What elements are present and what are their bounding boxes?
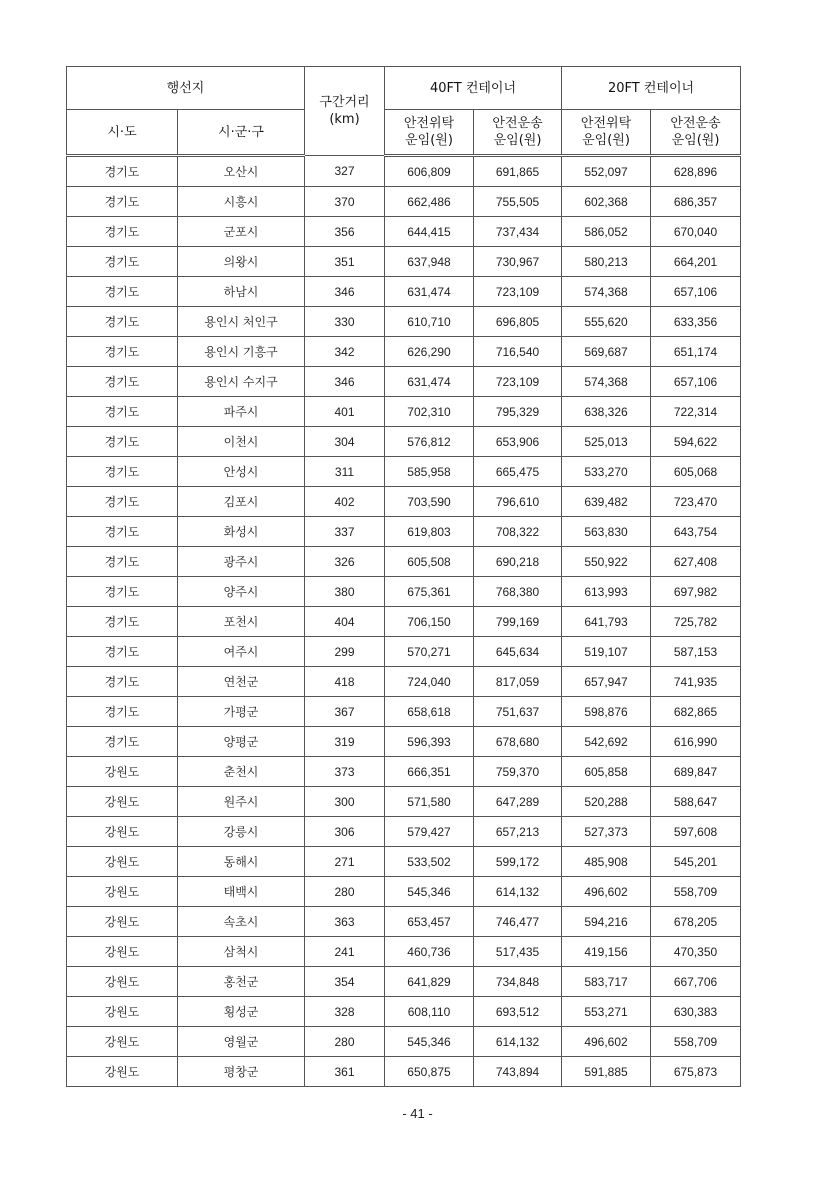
consign-20ft-cell: 520,288 [562, 787, 651, 817]
table-row [67, 817, 741, 847]
consign-20ft-cell: 525,013 [562, 427, 651, 457]
city-cell: 안성시 [178, 457, 305, 487]
distance-cell: 271 [305, 847, 385, 877]
transport-40ft-cell: 678,680 [474, 727, 562, 757]
city-cell: 춘천시 [178, 757, 305, 787]
distance-cell: 326 [305, 547, 385, 577]
consign-20ft-cell: 641,793 [562, 607, 651, 637]
transport-rate-20ft-label: 안전운송 [670, 116, 721, 131]
city-cell: 평창군 [178, 1057, 305, 1087]
city-cell: 영월군 [178, 1027, 305, 1057]
consign-40ft-cell: 571,580 [385, 787, 474, 817]
transport-40ft-cell: 768,380 [474, 577, 562, 607]
consign-20ft-cell: 496,602 [562, 1027, 651, 1057]
consign-20ft-cell: 550,922 [562, 547, 651, 577]
consign-rate-20ft-header [562, 110, 651, 156]
city-cell: 용인시 수지구 [178, 367, 305, 397]
consign-20ft-cell: 574,368 [562, 367, 651, 397]
transport-40ft-cell: 730,967 [474, 247, 562, 277]
table-row [67, 787, 741, 817]
header-row-2 [67, 110, 741, 156]
transport-20ft-cell: 675,873 [651, 1057, 741, 1087]
consign-20ft-cell: 598,876 [562, 697, 651, 727]
province-cell: 강원도 [67, 847, 178, 877]
consign-40ft-cell: 570,271 [385, 637, 474, 667]
consign-40ft-cell: 637,948 [385, 247, 474, 277]
consign-20ft-cell: 519,107 [562, 637, 651, 667]
transport-40ft-cell: 614,132 [474, 1027, 562, 1057]
transport-20ft-cell: 558,709 [651, 1027, 741, 1057]
province-cell: 강원도 [67, 757, 178, 787]
city-cell: 여주시 [178, 637, 305, 667]
transport-20ft-cell: 627,408 [651, 547, 741, 577]
transport-20ft-cell: 723,470 [651, 487, 741, 517]
transport-40ft-cell: 751,637 [474, 697, 562, 727]
consign-rate-20ft-unit: 운임(원) [582, 133, 630, 148]
consign-40ft-cell: 579,427 [385, 817, 474, 847]
province-cell: 경기도 [67, 727, 178, 757]
city-cell: 포천시 [178, 607, 305, 637]
distance-cell: 319 [305, 727, 385, 757]
distance-cell: 299 [305, 637, 385, 667]
consign-20ft-cell: 527,373 [562, 817, 651, 847]
consign-20ft-cell: 563,830 [562, 517, 651, 547]
city-cell: 오산시 [178, 156, 305, 187]
distance-cell: 402 [305, 487, 385, 517]
consign-20ft-cell: 555,620 [562, 307, 651, 337]
province-cell: 경기도 [67, 577, 178, 607]
transport-20ft-cell: 686,357 [651, 187, 741, 217]
distance-cell: 404 [305, 607, 385, 637]
table-row [67, 757, 741, 787]
city-cell: 속초시 [178, 907, 305, 937]
table-row [67, 277, 741, 307]
province-cell: 경기도 [67, 367, 178, 397]
city-cell: 시흥시 [178, 187, 305, 217]
transport-40ft-cell: 691,865 [474, 156, 562, 187]
transport-40ft-cell: 665,475 [474, 457, 562, 487]
city-cell: 이천시 [178, 427, 305, 457]
consign-20ft-cell: 552,097 [562, 156, 651, 187]
table-row [67, 307, 741, 337]
province-cell: 경기도 [67, 697, 178, 727]
transport-40ft-cell: 759,370 [474, 757, 562, 787]
freight-rate-table [66, 66, 741, 1087]
distance-cell: 373 [305, 757, 385, 787]
transport-40ft-cell: 723,109 [474, 367, 562, 397]
distance-cell: 327 [305, 156, 385, 187]
transport-40ft-cell: 795,329 [474, 397, 562, 427]
city-cell: 횡성군 [178, 997, 305, 1027]
consign-40ft-cell: 545,346 [385, 877, 474, 907]
province-cell: 강원도 [67, 907, 178, 937]
table-row [67, 367, 741, 397]
table-row [67, 1027, 741, 1057]
destination-header: 행선지 [67, 67, 305, 110]
distance-cell: 280 [305, 877, 385, 907]
transport-rate-20ft-unit: 운임(원) [671, 133, 720, 148]
distance-cell: 330 [305, 307, 385, 337]
transport-20ft-cell: 741,935 [651, 667, 741, 697]
table-row [67, 727, 741, 757]
table-row [67, 997, 741, 1027]
province-cell: 경기도 [67, 247, 178, 277]
city-cell: 군포시 [178, 217, 305, 247]
consign-40ft-cell: 545,346 [385, 1027, 474, 1057]
transport-20ft-cell: 678,205 [651, 907, 741, 937]
city-cell: 동해시 [178, 847, 305, 877]
province-cell: 강원도 [67, 817, 178, 847]
table-row [67, 187, 741, 217]
transport-40ft-cell: 755,505 [474, 187, 562, 217]
consign-20ft-cell: 602,368 [562, 187, 651, 217]
province-cell: 경기도 [67, 457, 178, 487]
consign-40ft-cell: 675,361 [385, 577, 474, 607]
table-row [67, 697, 741, 727]
table-row [67, 967, 741, 997]
distance-header-unit: (km) [329, 112, 360, 127]
consign-20ft-cell: 591,885 [562, 1057, 651, 1087]
consign-20ft-cell: 657,947 [562, 667, 651, 697]
consign-40ft-cell: 662,486 [385, 187, 474, 217]
transport-40ft-cell: 517,435 [474, 937, 562, 967]
transport-40ft-cell: 734,848 [474, 967, 562, 997]
city-cell: 원주시 [178, 787, 305, 817]
province-cell: 경기도 [67, 637, 178, 667]
city-cell: 강릉시 [178, 817, 305, 847]
city-cell: 삼척시 [178, 937, 305, 967]
transport-40ft-cell: 657,213 [474, 817, 562, 847]
transport-20ft-cell: 657,106 [651, 367, 741, 397]
page-number: - 41 - [402, 1106, 433, 1121]
transport-20ft-cell: 597,608 [651, 817, 741, 847]
distance-cell: 363 [305, 907, 385, 937]
consign-40ft-cell: 626,290 [385, 337, 474, 367]
consign-20ft-cell: 574,368 [562, 277, 651, 307]
table-row [67, 877, 741, 907]
distance-cell: 367 [305, 697, 385, 727]
distance-header-label: 구간거리 [319, 95, 370, 110]
city-cell: 연천군 [178, 667, 305, 697]
distance-cell: 306 [305, 817, 385, 847]
province-cell: 강원도 [67, 787, 178, 817]
transport-20ft-cell: 643,754 [651, 517, 741, 547]
consign-40ft-cell: 650,875 [385, 1057, 474, 1087]
distance-cell: 346 [305, 367, 385, 397]
consign-40ft-cell: 631,474 [385, 277, 474, 307]
city-cell: 용인시 처인구 [178, 307, 305, 337]
consign-rate-40ft-unit: 운임(원) [405, 133, 453, 148]
transport-rate-40ft-unit: 운임(원) [493, 133, 542, 148]
province-cell: 경기도 [67, 337, 178, 367]
transport-20ft-cell: 616,990 [651, 727, 741, 757]
distance-cell: 401 [305, 397, 385, 427]
consign-20ft-cell: 553,271 [562, 997, 651, 1027]
table-row [67, 457, 741, 487]
consign-40ft-cell: 631,474 [385, 367, 474, 397]
province-cell: 경기도 [67, 156, 178, 187]
consign-40ft-cell: 606,809 [385, 156, 474, 187]
distance-cell: 280 [305, 1027, 385, 1057]
consign-20ft-cell: 613,993 [562, 577, 651, 607]
city-cell: 의왕시 [178, 247, 305, 277]
distance-cell: 370 [305, 187, 385, 217]
transport-20ft-cell: 545,201 [651, 847, 741, 877]
transport-40ft-cell: 796,610 [474, 487, 562, 517]
city-cell: 파주시 [178, 397, 305, 427]
transport-20ft-cell: 470,350 [651, 937, 741, 967]
transport-40ft-cell: 690,218 [474, 547, 562, 577]
city-cell: 홍천군 [178, 967, 305, 997]
transport-20ft-cell: 667,706 [651, 967, 741, 997]
distance-cell: 342 [305, 337, 385, 367]
distance-cell: 361 [305, 1057, 385, 1087]
transport-20ft-cell: 657,106 [651, 277, 741, 307]
transport-40ft-cell: 737,434 [474, 217, 562, 247]
table-row [67, 1057, 741, 1087]
transport-20ft-cell: 689,847 [651, 757, 741, 787]
transport-40ft-cell: 693,512 [474, 997, 562, 1027]
city-cell: 광주시 [178, 547, 305, 577]
table-header [67, 67, 741, 156]
table-row [67, 217, 741, 247]
consign-20ft-cell: 639,482 [562, 487, 651, 517]
transport-20ft-cell: 722,314 [651, 397, 741, 427]
transport-20ft-cell: 682,865 [651, 697, 741, 727]
transport-20ft-cell: 588,647 [651, 787, 741, 817]
table-row [67, 487, 741, 517]
transport-20ft-cell: 628,896 [651, 156, 741, 187]
table-row [67, 337, 741, 367]
province-cell: 경기도 [67, 277, 178, 307]
consign-40ft-cell: 596,393 [385, 727, 474, 757]
distance-cell: 337 [305, 517, 385, 547]
consign-rate-20ft-label: 안전위탁 [580, 116, 632, 131]
transport-40ft-cell: 647,289 [474, 787, 562, 817]
consign-20ft-cell: 533,270 [562, 457, 651, 487]
consign-20ft-cell: 605,858 [562, 757, 651, 787]
province-cell: 경기도 [67, 307, 178, 337]
table-row [67, 907, 741, 937]
consign-20ft-cell: 569,687 [562, 337, 651, 367]
consign-40ft-cell: 576,812 [385, 427, 474, 457]
consign-40ft-cell: 658,618 [385, 697, 474, 727]
table-row [67, 247, 741, 277]
province-cell: 경기도 [67, 547, 178, 577]
container-20ft-header: 20FT 컨테이너 [562, 67, 741, 110]
province-cell: 강원도 [67, 997, 178, 1027]
transport-40ft-cell: 614,132 [474, 877, 562, 907]
table-row [67, 397, 741, 427]
distance-cell: 351 [305, 247, 385, 277]
consign-40ft-cell: 666,351 [385, 757, 474, 787]
city-cell: 하남시 [178, 277, 305, 307]
distance-cell: 311 [305, 457, 385, 487]
distance-cell: 354 [305, 967, 385, 997]
consign-rate-40ft-label: 안전위탁 [403, 116, 455, 131]
city-cell: 양평군 [178, 727, 305, 757]
distance-header [305, 67, 385, 156]
distance-cell: 300 [305, 787, 385, 817]
consign-20ft-cell: 419,156 [562, 937, 651, 967]
consign-40ft-cell: 605,508 [385, 547, 474, 577]
city-cell: 용인시 기흥구 [178, 337, 305, 367]
transport-rate-40ft-label: 안전운송 [492, 116, 543, 131]
transport-rate-20ft-header [651, 110, 741, 156]
province-cell: 경기도 [67, 667, 178, 697]
transport-20ft-cell: 651,174 [651, 337, 741, 367]
consign-40ft-cell: 724,040 [385, 667, 474, 697]
consign-rate-40ft-header [385, 110, 474, 156]
table-row [67, 667, 741, 697]
province-cell: 경기도 [67, 607, 178, 637]
transport-40ft-cell: 746,477 [474, 907, 562, 937]
container-40ft-header: 40FT 컨테이너 [385, 67, 562, 110]
table-row [67, 547, 741, 577]
province-cell: 경기도 [67, 187, 178, 217]
city-cell: 태백시 [178, 877, 305, 907]
transport-20ft-cell: 664,201 [651, 247, 741, 277]
transport-40ft-cell: 743,894 [474, 1057, 562, 1087]
consign-40ft-cell: 702,310 [385, 397, 474, 427]
consign-40ft-cell: 585,958 [385, 457, 474, 487]
transport-20ft-cell: 605,068 [651, 457, 741, 487]
province-cell: 강원도 [67, 877, 178, 907]
consign-20ft-cell: 586,052 [562, 217, 651, 247]
province-cell: 경기도 [67, 487, 178, 517]
transport-20ft-cell: 670,040 [651, 217, 741, 247]
consign-40ft-cell: 460,736 [385, 937, 474, 967]
transport-20ft-cell: 587,153 [651, 637, 741, 667]
distance-cell: 418 [305, 667, 385, 697]
transport-20ft-cell: 630,383 [651, 997, 741, 1027]
transport-20ft-cell: 725,782 [651, 607, 741, 637]
consign-40ft-cell: 619,803 [385, 517, 474, 547]
province-cell: 강원도 [67, 1057, 178, 1087]
consign-20ft-cell: 542,692 [562, 727, 651, 757]
table-row [67, 607, 741, 637]
consign-20ft-cell: 583,717 [562, 967, 651, 997]
province-cell: 강원도 [67, 937, 178, 967]
consign-20ft-cell: 638,326 [562, 397, 651, 427]
province-header: 시·도 [67, 110, 178, 156]
consign-40ft-cell: 533,502 [385, 847, 474, 877]
consign-20ft-cell: 580,213 [562, 247, 651, 277]
province-cell: 강원도 [67, 967, 178, 997]
city-cell: 가평군 [178, 697, 305, 727]
province-cell: 경기도 [67, 517, 178, 547]
consign-40ft-cell: 703,590 [385, 487, 474, 517]
transport-40ft-cell: 799,169 [474, 607, 562, 637]
table-row [67, 637, 741, 667]
distance-cell: 241 [305, 937, 385, 967]
transport-40ft-cell: 708,322 [474, 517, 562, 547]
table-row [67, 847, 741, 877]
table-row [67, 156, 741, 187]
province-cell: 경기도 [67, 397, 178, 427]
distance-cell: 346 [305, 277, 385, 307]
transport-40ft-cell: 723,109 [474, 277, 562, 307]
table-row [67, 427, 741, 457]
consign-20ft-cell: 485,908 [562, 847, 651, 877]
transport-20ft-cell: 633,356 [651, 307, 741, 337]
consign-40ft-cell: 706,150 [385, 607, 474, 637]
distance-cell: 380 [305, 577, 385, 607]
province-cell: 경기도 [67, 427, 178, 457]
table-row [67, 577, 741, 607]
city-cell: 화성시 [178, 517, 305, 547]
table-body [67, 156, 741, 1087]
consign-40ft-cell: 641,829 [385, 967, 474, 997]
transport-40ft-cell: 716,540 [474, 337, 562, 367]
transport-40ft-cell: 599,172 [474, 847, 562, 877]
city-cell: 양주시 [178, 577, 305, 607]
table-row [67, 517, 741, 547]
distance-cell: 356 [305, 217, 385, 247]
transport-40ft-cell: 645,634 [474, 637, 562, 667]
consign-20ft-cell: 594,216 [562, 907, 651, 937]
distance-cell: 304 [305, 427, 385, 457]
transport-40ft-cell: 817,059 [474, 667, 562, 697]
province-cell: 강원도 [67, 1027, 178, 1057]
transport-40ft-cell: 696,805 [474, 307, 562, 337]
header-row-1 [67, 67, 741, 110]
transport-40ft-cell: 653,906 [474, 427, 562, 457]
transport-20ft-cell: 697,982 [651, 577, 741, 607]
province-cell: 경기도 [67, 217, 178, 247]
consign-40ft-cell: 653,457 [385, 907, 474, 937]
consign-20ft-cell: 496,602 [562, 877, 651, 907]
consign-40ft-cell: 644,415 [385, 217, 474, 247]
consign-40ft-cell: 608,110 [385, 997, 474, 1027]
table-row [67, 937, 741, 967]
consign-40ft-cell: 610,710 [385, 307, 474, 337]
transport-rate-40ft-header [474, 110, 562, 156]
transport-20ft-cell: 558,709 [651, 877, 741, 907]
distance-cell: 328 [305, 997, 385, 1027]
city-cell: 김포시 [178, 487, 305, 517]
city-header: 시·군·구 [178, 110, 305, 156]
transport-20ft-cell: 594,622 [651, 427, 741, 457]
